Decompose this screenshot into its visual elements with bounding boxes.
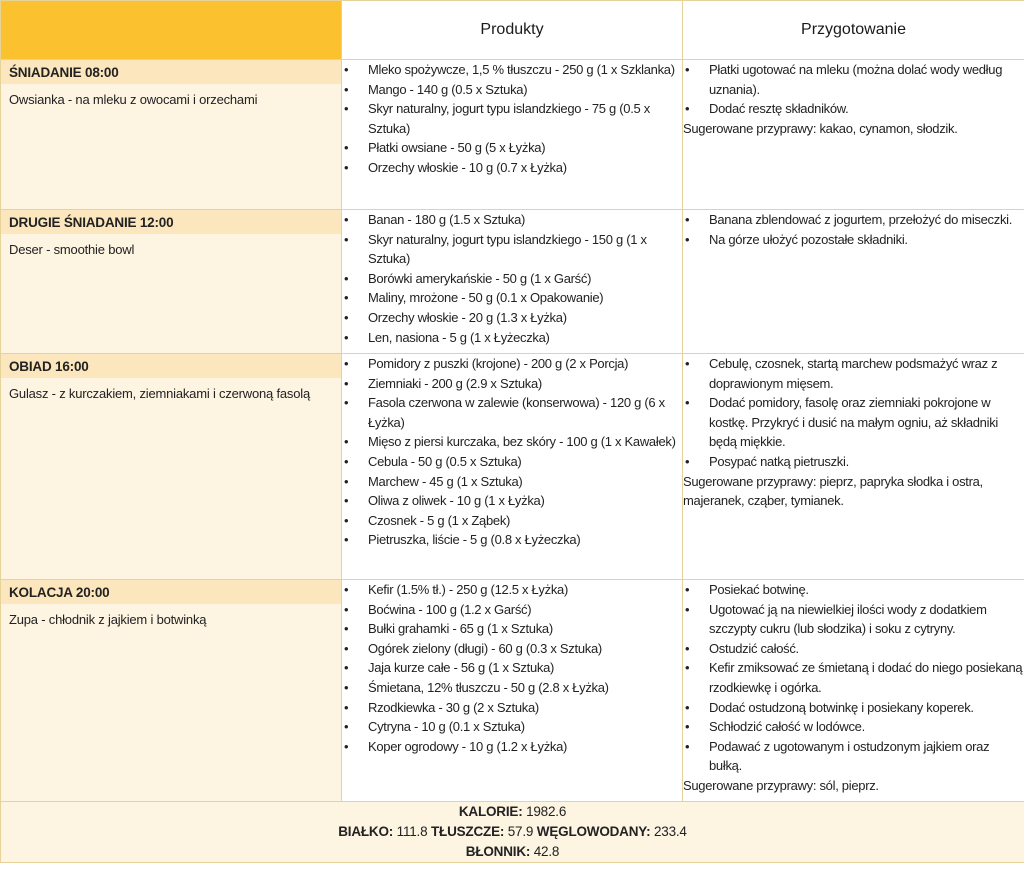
- product-item: • Rzodkiewka - 30 g (2 x Sztuka): [342, 698, 682, 718]
- product-item: • Boćwina - 100 g (1.2 x Garść): [342, 600, 682, 620]
- summary-row: [1, 802, 1024, 863]
- preparation-steps: [683, 354, 1024, 472]
- preparation-step: • Kefir zmiksować ze śmietaną i dodać do niego posiekaną rzodkiewkę i ogórka.: [683, 658, 1024, 697]
- meal-info-cell: [1, 354, 342, 580]
- calories-value: 1982.6: [526, 804, 567, 819]
- product-item: • Banan - 180 g (1.5 x Sztuka): [342, 210, 682, 230]
- product-item: • Bułki grahamki - 65 g (1 x Sztuka): [342, 619, 682, 639]
- table-header-row: [1, 1, 1024, 60]
- preparation-cell: [683, 354, 1024, 580]
- preparation-step: • Na górze ułożyć pozostałe składniki.: [683, 230, 1024, 250]
- meal-row: [1, 60, 1024, 210]
- product-item: • Skyr naturalny, jogurt typu islandzkiego - 75 g (0.5 x Sztuka): [342, 99, 682, 138]
- product-item: • Koper ogrodowy - 10 g (1.2 x Łyżka): [342, 737, 682, 757]
- preparation-step: • Dodać ostudzoną botwinkę i posiekany koperek.: [683, 698, 1024, 718]
- protein-value: 111.8: [396, 824, 428, 839]
- meal-title: ŚNIADANIE 08:00: [1, 60, 341, 84]
- product-item: • Marchew - 45 g (1 x Sztuka): [342, 472, 682, 492]
- meal-row: [1, 580, 1024, 802]
- product-item: • Mleko spożywcze, 1,5 % tłuszczu - 250 g (1 x Szklanka): [342, 60, 682, 80]
- product-item: • Len, nasiona - 5 g (1 x Łyżeczka): [342, 328, 682, 348]
- fiber-label: BŁONNIK:: [465, 844, 531, 859]
- meal-dish: Deser - smoothie bowl: [9, 242, 135, 257]
- products-list: [342, 354, 682, 550]
- product-item: • Czosnek - 5 g (1 x Ząbek): [342, 511, 682, 531]
- calories-line: [1, 802, 1024, 822]
- preparation-step: • Ugotować ją na niewielkiej ilości wody z dodatkiem szczypty cukru (lub słodzika) i soku z cytryny.: [683, 600, 1024, 639]
- meal-row: [1, 354, 1024, 580]
- meal-dish: Gulasz - z kurczakiem, ziemniakami i czerwoną fasolą: [9, 386, 310, 401]
- products-cell: [342, 580, 683, 802]
- preparation-step: • Dodać pomidory, fasolę oraz ziemniaki pokrojone w kostkę. Przykryć i dusić na małym ogniu, aż składniki będą miękkie.: [683, 393, 1024, 452]
- preparation-step: • Cebulę, czosnek, startą marchew podsmażyć wraz z doprawionym mięsem.: [683, 354, 1024, 393]
- fiber-value: 42.8: [533, 844, 560, 859]
- product-item: • Mięso z piersi kurczaka, bez skóry - 100 g (1 x Kawałek): [342, 432, 682, 452]
- product-item: • Maliny, mrożone - 50 g (0.1 x Opakowanie): [342, 288, 682, 308]
- fiber-line: [1, 842, 1024, 862]
- meal-row: [1, 210, 1024, 354]
- product-item: • Cytryna - 10 g (0.1 x Sztuka): [342, 717, 682, 737]
- fat-value: 57.9: [507, 824, 534, 839]
- preparation-steps: [683, 580, 1024, 776]
- preparation-cell: [683, 60, 1024, 210]
- product-item: • Kefir (1.5% tł.) - 250 g (12.5 x Łyżka): [342, 580, 682, 600]
- product-item: • Ogórek zielony (długi) - 60 g (0.3 x Sztuka): [342, 639, 682, 659]
- meal-title: KOLACJA 20:00: [1, 580, 341, 604]
- preparation-step: • Posypać natką pietruszki.: [683, 452, 1024, 472]
- protein-label: BIAŁKO:: [338, 824, 394, 839]
- macros-line: [1, 822, 1024, 842]
- suggested-spices: Sugerowane przyprawy: kakao, cynamon, słodzik.: [683, 120, 958, 136]
- nutrition-summary: [1, 802, 1024, 863]
- preparation-step: • Dodać resztę składników.: [683, 99, 1024, 119]
- preparation-steps: [683, 60, 1024, 119]
- preparation-cell: [683, 580, 1024, 802]
- product-item: • Pietruszka, liście - 5 g (0.8 x Łyżeczka): [342, 530, 682, 550]
- product-item: • Orzechy włoskie - 20 g (1.3 x Łyżka): [342, 308, 682, 328]
- meal-info-cell: [1, 210, 342, 354]
- preparation-step: • Posiekać botwinę.: [683, 580, 1024, 600]
- calories-label: KALORIE:: [458, 804, 523, 819]
- meal-title: DRUGIE ŚNIADANIE 12:00: [1, 210, 341, 234]
- preparation-steps: [683, 210, 1024, 249]
- preparation-step: • Ostudzić całość.: [683, 639, 1024, 659]
- product-item: • Skyr naturalny, jogurt typu islandzkiego - 150 g (1 x Sztuka): [342, 230, 682, 269]
- products-list: [342, 60, 682, 178]
- carbs-value: 233.4: [653, 824, 687, 839]
- meal-dish: Zupa - chłodnik z jajkiem i botwinką: [9, 612, 207, 627]
- product-item: • Płatki owsiane - 50 g (5 x Łyżka): [342, 138, 682, 158]
- meal-info-cell: [1, 60, 342, 210]
- meal-dish: Owsianka - na mleku z owocami i orzechami: [9, 92, 258, 107]
- preparation-step: • Podawać z ugotowanym i ostudzonym jajkiem oraz bułką.: [683, 737, 1024, 776]
- product-item: • Jaja kurze całe - 56 g (1 x Sztuka): [342, 658, 682, 678]
- products-list: [342, 580, 682, 756]
- product-item: • Oliwa z oliwek - 10 g (1 x Łyżka): [342, 491, 682, 511]
- suggested-spices: Sugerowane przyprawy: sól, pieprz.: [683, 777, 879, 793]
- product-item: • Mango - 140 g (0.5 x Sztuka): [342, 80, 682, 100]
- preparation-cell: [683, 210, 1024, 354]
- preparation-step: • Schłodzić całość w lodówce.: [683, 717, 1024, 737]
- product-item: • Ziemniaki - 200 g (2.9 x Sztuka): [342, 374, 682, 394]
- fat-label: TŁUSZCZE:: [430, 824, 505, 839]
- product-item: • Pomidory z puszki (krojone) - 200 g (2 x Porcja): [342, 354, 682, 374]
- product-item: • Fasola czerwona w zalewie (konserwowa) - 120 g (6 x Łyżka): [342, 393, 682, 432]
- suggested-spices: Sugerowane przyprawy: pieprz, papryka słodka i ostra, majeranek, cząber, tymianek.: [683, 473, 983, 509]
- products-column-header: Produkty: [342, 1, 683, 60]
- preparation-step: • Płatki ugotować na mleku (można dolać wody według uznania).: [683, 60, 1024, 99]
- preparation-step: • Banana zblendować z jogurtem, przełożyć do miseczki.: [683, 210, 1024, 230]
- carbs-label: WĘGLOWODANY:: [536, 824, 651, 839]
- product-item: • Orzechy włoskie - 10 g (0.7 x Łyżka): [342, 158, 682, 178]
- meal-title: OBIAD 16:00: [1, 354, 341, 378]
- product-item: • Cebula - 50 g (0.5 x Sztuka): [342, 452, 682, 472]
- meal-info-cell: [1, 580, 342, 802]
- products-cell: [342, 210, 683, 354]
- products-cell: [342, 354, 683, 580]
- preparation-column-header: Przygotowanie: [683, 1, 1024, 60]
- products-list: [342, 210, 682, 347]
- products-cell: [342, 60, 683, 210]
- product-item: • Śmietana, 12% tłuszczu - 50 g (2.8 x Łyżka): [342, 678, 682, 698]
- product-item: • Borówki amerykańskie - 50 g (1 x Garść): [342, 269, 682, 289]
- header-corner: [1, 1, 342, 60]
